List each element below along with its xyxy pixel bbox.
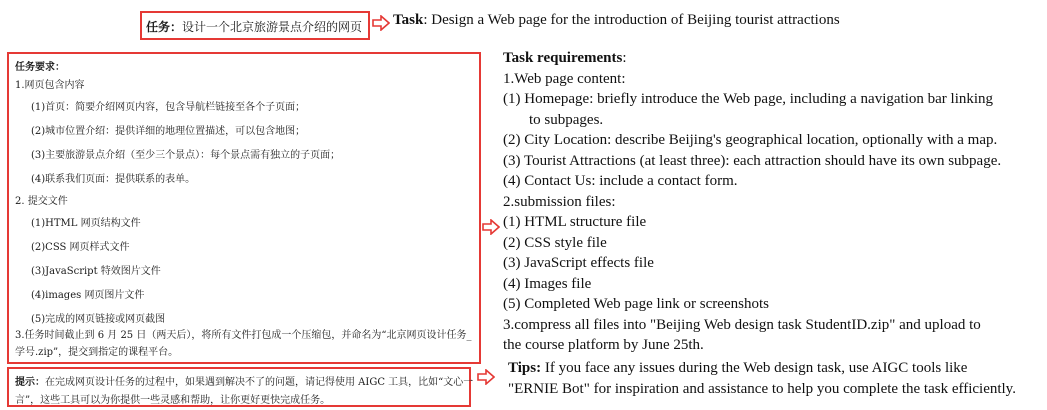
req-english-line-4: (2) City Location: describe Beijing's geographical location, optionally with a map. <box>503 132 998 148</box>
tips-chinese-text-1: 在完成网页设计任务的过程中，如果遇到解决不了的问题，请记得使用 AIGC 工具，比如“文心一 <box>45 377 474 388</box>
req-english-line-2: (1) Homepage: briefly introduce the Web page, including a navigation bar linking <box>503 91 994 107</box>
tips-chinese-label: 提示： <box>15 377 45 388</box>
req-chinese-line-13: 学号.zip”，提交到指定的课程平台。 <box>15 347 179 358</box>
req-english-title: Task requirements <box>503 50 623 66</box>
req-english-line-8: (1) HTML structure file <box>503 214 647 230</box>
req-chinese-line-11: (5)完成的网页链接或网页截图 <box>31 314 166 325</box>
req-english-line-5: (3) Tourist Attractions (at least three): each attraction should have its own subpage. <box>503 152 1002 169</box>
req-chinese-line-5: (4)联系我们页面：提供联系的表单。 <box>31 174 196 185</box>
req-chinese-line-4: (3)主要旅游景点介绍（至少三个景点）：每个景点需有独立的子页面； <box>31 150 341 161</box>
req-chinese-line-2: (1)首页：简要介绍网页内容，包含导航栏链接至各个子页面； <box>31 102 306 113</box>
req-english-line-9: (2) CSS style file <box>503 234 607 251</box>
req-chinese-line-1: 1.网页包含内容 <box>15 80 85 91</box>
requirements-chinese-box <box>7 52 481 364</box>
tips-english-line-1: If you face any issues during the Web design task, use AIGC tools like <box>541 360 968 376</box>
req-english-line-10: (3) JavaScript effects file <box>503 255 654 271</box>
task-chinese-text: 设计一个北京旅游景点介绍的网页 <box>182 20 363 34</box>
task-chinese-line <box>146 18 362 35</box>
req-english-line-6: (4) Contact Us: include a contact form. <box>503 173 738 189</box>
requirements-english <box>503 48 1001 356</box>
tips-chinese-box <box>7 367 474 407</box>
req-chinese-title: 任务要求： <box>15 62 65 73</box>
req-english-line-11: (4) Images file <box>503 275 592 292</box>
right-arrow-icon <box>482 219 500 235</box>
req-english-line-12: (5) Completed Web page link or screenshots <box>503 296 769 312</box>
req-english-title-colon: : <box>622 50 627 66</box>
tips-chinese-line-1 <box>15 373 473 388</box>
task-chinese-box <box>140 11 370 40</box>
req-chinese-line-8: (2)CSS 网页样式文件 <box>31 242 130 253</box>
task-english <box>393 12 840 29</box>
req-chinese-line-12: 3.任务时间截止到 6 月 25 日（两天后），将所有文件打包成一个压缩包，并命名为“北京网页设计任务_ <box>15 330 472 341</box>
req-english-line-14: the course platform by June 25th. <box>503 337 704 353</box>
tips-english-label: Tips: <box>508 360 542 376</box>
right-arrow-icon <box>372 15 390 31</box>
task-english-text: : Design a Web page for the introduction of Beijing tourist attractions <box>423 12 840 28</box>
req-english-line-1: 1.Web page content: <box>503 70 626 87</box>
tips-english-line-2: "ERNIE Bot" for inspiration and assistance to help you complete the task efficiently. <box>508 381 1016 397</box>
task-english-label: Task <box>393 12 424 28</box>
tips-english <box>508 358 1016 400</box>
req-english-line-3: to subpages. <box>529 111 604 128</box>
req-chinese-line-7: (1)HTML 网页结构文件 <box>31 218 141 229</box>
req-english-line-7: 2.submission files: <box>503 193 616 210</box>
req-english-line-13: 3.compress all files into "Beijing Web design task StudentID.zip" and upload to <box>503 316 981 333</box>
task-chinese-label: 任务： <box>146 20 183 34</box>
right-arrow-icon <box>477 369 495 385</box>
req-chinese-line-6: 2. 提交文件 <box>15 196 68 207</box>
req-chinese-line-3: (2)城市位置介绍：提供详细的地理位置描述，可以包含地图； <box>31 126 306 137</box>
req-chinese-line-9: (3)JavaScript 特效图片文件 <box>31 266 161 277</box>
req-chinese-line-10: (4)images 网页图片文件 <box>31 290 145 301</box>
tips-chinese-line-2: 言”，这些工具可以为你提供一些灵感和帮助，让你更好更快完成任务。 <box>15 395 331 406</box>
